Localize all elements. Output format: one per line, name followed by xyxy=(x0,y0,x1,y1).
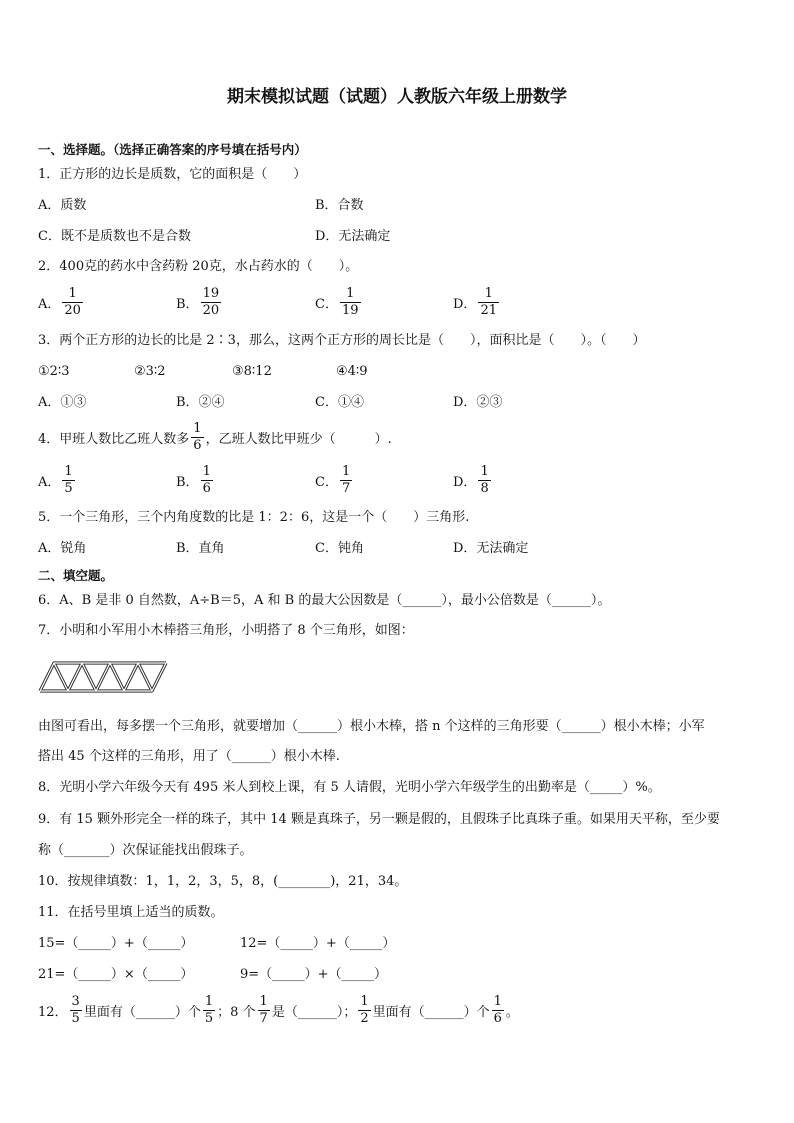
q3-item-4: ④4∶9 xyxy=(336,364,368,379)
denominator: 6 xyxy=(202,481,211,496)
q4-option-a-label: A． xyxy=(38,475,61,490)
page-title: 期末模拟试题（试题）人教版六年级上册数学 xyxy=(227,87,567,107)
q5-option-c: C．钝角 xyxy=(315,541,364,556)
q3-option-d: D．②③ xyxy=(453,395,503,410)
fraction xyxy=(340,286,361,319)
question-12 xyxy=(38,994,519,1027)
numerator: 1 xyxy=(193,421,202,436)
question-4 xyxy=(38,421,392,454)
numerator: 1 xyxy=(341,464,351,479)
q4-option-b xyxy=(176,464,215,497)
q4-text-pre: 4．甲班人数比乙班人数多 xyxy=(38,432,190,447)
numerator: 1 xyxy=(259,994,268,1009)
q5-option-a: A．锐角 xyxy=(38,541,87,556)
q12-text-4: 里面有（______）个 xyxy=(372,1005,490,1020)
fraction xyxy=(478,286,499,319)
q12-text-1: 里面有（______）个 xyxy=(83,1005,201,1020)
q4-option-b-label: B． xyxy=(176,475,199,490)
section-heading-fill: 二、填空题。 xyxy=(38,568,114,583)
fraction xyxy=(201,464,213,497)
q4-option-c xyxy=(315,464,354,497)
question-8: 8．光明小学六年级今天有 495 米人到校上课，有 5 人请假，光明小学六年级学生的出勤率是（_____）%。 xyxy=(38,780,661,795)
question-5: 5．一个三角形，三个内角度数的比是 1：2：6，这是一个（ ）三角形. xyxy=(38,510,470,525)
q4-option-d xyxy=(453,464,493,497)
fraction xyxy=(358,994,370,1027)
q2-option-c xyxy=(315,286,363,319)
denominator: 7 xyxy=(259,1011,268,1026)
denominator: 20 xyxy=(202,303,220,318)
numerator: 1 xyxy=(204,994,214,1009)
q4-text-post: ，乙班人数比甲班少（ ）. xyxy=(205,432,392,447)
fraction xyxy=(201,286,222,319)
question-10: 10．按规律填数：1，1，2，3，5，8，(________)，21，34。 xyxy=(38,874,408,889)
denominator: 5 xyxy=(204,1011,214,1026)
fraction xyxy=(62,286,83,319)
denominator: 5 xyxy=(71,1011,80,1026)
q7-line-1: 由图可看出，每多摆一个三角形，就要增加（______）根小木棒，搭 n 个这样的三角形要（______）根小木棒；小军 xyxy=(38,719,705,734)
denominator: 5 xyxy=(64,481,73,496)
q2-option-b-label: B． xyxy=(176,297,199,312)
denominator: 6 xyxy=(193,438,202,453)
numerator: 1 xyxy=(493,994,502,1009)
triangles-figure xyxy=(38,660,178,696)
fraction xyxy=(340,464,352,497)
q3-item-3: ③8∶12 xyxy=(232,364,272,379)
fraction xyxy=(62,464,74,497)
question-9-line-2: 称（_______）次保证能找出假珠子。 xyxy=(38,843,253,858)
numerator: 1 xyxy=(346,286,355,301)
question-3: 3．两个正方形的边长的比是 2∶3，那么，这两个正方形的周长比是（ ），面积比是（ ）。（ ） xyxy=(38,333,646,348)
q2-option-d-label: D． xyxy=(453,297,477,312)
q12-text-5: 。 xyxy=(505,1005,519,1020)
q5-option-b: B．直角 xyxy=(176,541,225,556)
q3-option-b: B．②④ xyxy=(176,395,225,410)
q1-option-a: A．质数 xyxy=(38,198,87,213)
q12-text-2: ；8 个 xyxy=(217,1005,256,1020)
question-1: 1．正方形的边长是质数，它的面积是（ ） xyxy=(38,167,307,182)
q11-equation-1: 15=（_____）+（_____） xyxy=(38,936,194,951)
q3-item-1: ①2∶3 xyxy=(38,364,70,379)
q5-option-d: D．无法确定 xyxy=(453,541,529,556)
numerator: 1 xyxy=(64,464,73,479)
numerator: 1 xyxy=(480,464,489,479)
q4-option-c-label: C． xyxy=(315,475,338,490)
question-7: 7．小明和小军用小木棒搭三角形，小明搭了 8 个三角形，如图： xyxy=(38,623,414,638)
fraction xyxy=(203,994,215,1027)
fraction xyxy=(478,464,490,497)
denominator: 7 xyxy=(341,481,351,496)
question-2: 2．400克的药水中含药粉 20克，水占药水的（ ）。 xyxy=(38,259,359,274)
q4-option-a xyxy=(38,464,77,497)
denominator: 21 xyxy=(480,303,497,318)
fraction xyxy=(258,994,270,1027)
question-9-line-1: 9．有 15 颗外形完全一样的珠子，其中 14 颗是真珠子，另一颗是假的，且假珠子比真珠子重。如果用天平称，至少要 xyxy=(38,812,720,827)
numerator: 3 xyxy=(71,994,80,1009)
q1-option-d: D．无法确定 xyxy=(315,229,391,244)
question-6: 6．A、B 是非 0 自然数，A÷B＝5，A 和 B 的最大公因数是（______），最小公倍数是（______）。 xyxy=(38,593,611,608)
numerator: 19 xyxy=(202,286,220,301)
q12-text-3: 是（______）； xyxy=(271,1005,357,1020)
q2-option-a xyxy=(38,286,85,319)
q1-option-c: C．既不是质数也不是合数 xyxy=(38,229,191,244)
q2-option-c-label: C． xyxy=(315,297,338,312)
section-heading-choice: 一、选择题。（选择正确答案的序号填在括号内） xyxy=(38,142,307,157)
fraction xyxy=(492,994,504,1027)
q3-option-c: C．①④ xyxy=(315,395,364,410)
q12-number: 12． xyxy=(38,1005,68,1020)
numerator: 1 xyxy=(202,464,211,479)
q11-equation-2: 12=（_____）+（_____） xyxy=(240,936,396,951)
fraction xyxy=(70,994,82,1027)
q4-option-d-label: D． xyxy=(453,475,477,490)
q2-option-b xyxy=(176,286,223,319)
q3-option-a: A．①③ xyxy=(38,395,87,410)
numerator: 1 xyxy=(68,286,77,301)
numerator: 1 xyxy=(360,994,369,1009)
q1-option-b: B．合数 xyxy=(315,198,364,213)
denominator: 2 xyxy=(360,1011,369,1026)
denominator: 19 xyxy=(341,303,359,318)
q11-equation-3: 21=（_____）×（_____） xyxy=(38,967,194,982)
q2-option-d xyxy=(453,286,501,319)
question-11: 11．在括号里填上适当的质数。 xyxy=(38,905,224,920)
fraction xyxy=(191,421,203,454)
q11-equation-4: 9=（_____）+（_____） xyxy=(240,967,388,982)
q2-option-a-label: A． xyxy=(38,297,61,312)
numerator: 1 xyxy=(484,286,493,301)
denominator: 6 xyxy=(493,1011,502,1026)
denominator: 8 xyxy=(480,481,489,496)
q7-line-2: 搭出 45 个这样的三角形，用了（______）根小木棒. xyxy=(38,749,340,764)
denominator: 20 xyxy=(64,303,81,318)
q3-item-2: ②3∶2 xyxy=(134,364,166,379)
